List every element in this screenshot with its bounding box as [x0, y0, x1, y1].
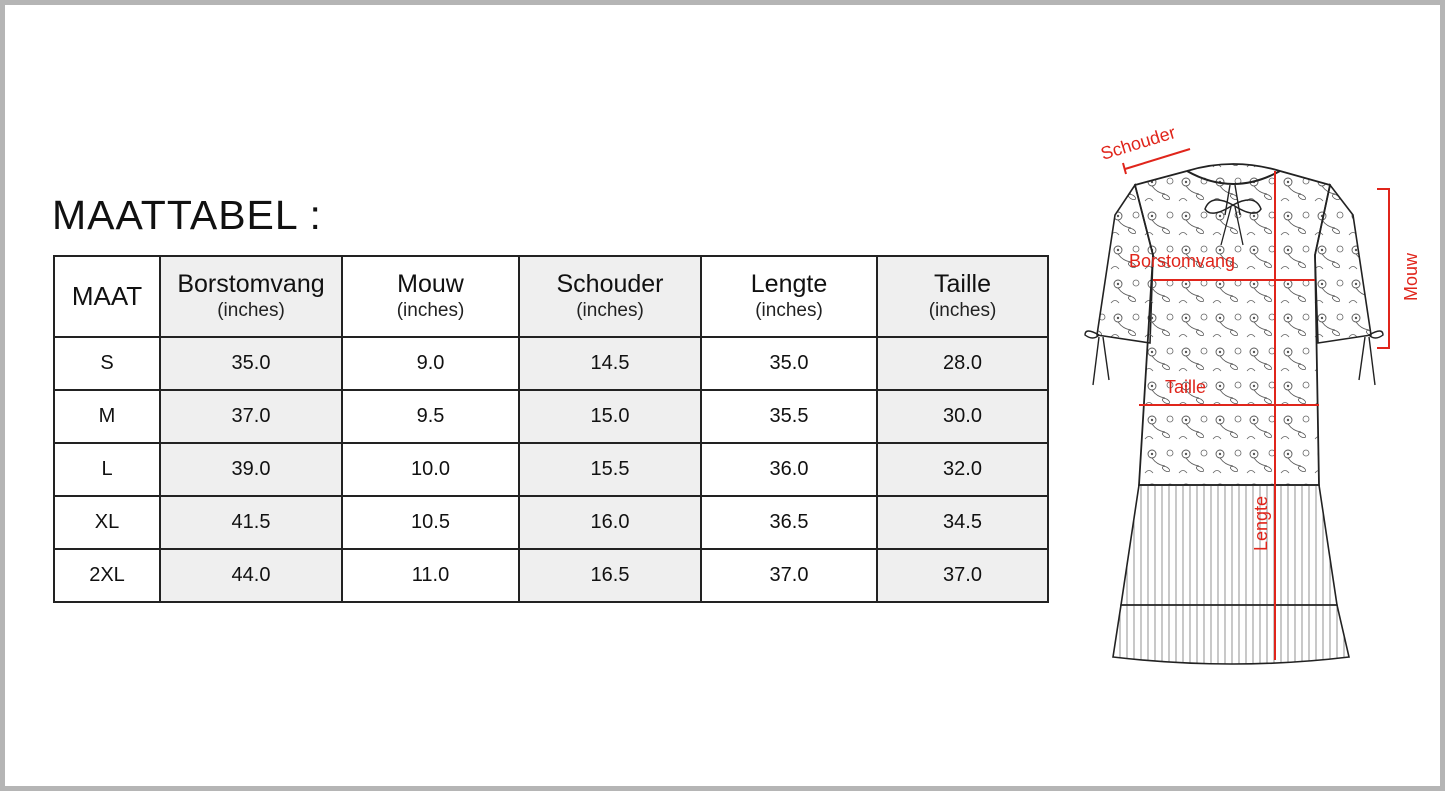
size-table	[53, 255, 1049, 603]
dress-bodice	[1135, 164, 1330, 485]
chest-cell: 44.0	[160, 549, 342, 602]
column-unit: (inches)	[576, 299, 644, 321]
waist-cell: 30.0	[877, 390, 1048, 443]
waist-cell: 37.0	[877, 549, 1048, 602]
table-row	[54, 549, 1048, 602]
shoulder-cell: 15.5	[519, 443, 701, 496]
chest-cell: 41.5	[160, 496, 342, 549]
shoulder-cell: 15.0	[519, 390, 701, 443]
column-name: Lengte	[750, 269, 828, 298]
column-header-waist	[877, 256, 1048, 337]
waist-cell: 32.0	[877, 443, 1048, 496]
sleeve-cell: 10.0	[342, 443, 519, 496]
header-row	[54, 256, 1048, 337]
length-cell: 37.0	[701, 549, 877, 602]
dress-sketch-icon	[1075, 105, 1435, 675]
table-row	[54, 443, 1048, 496]
column-header-chest	[160, 256, 342, 337]
shoulder-label: Schouder	[1098, 122, 1178, 164]
sleeve-cell: 9.5	[342, 390, 519, 443]
length-cell: 36.5	[701, 496, 877, 549]
sleeve-cell: 9.0	[342, 337, 519, 390]
size-cell: M	[54, 390, 160, 443]
shoulder-cell: 16.0	[519, 496, 701, 549]
chest-cell: 37.0	[160, 390, 342, 443]
page-title: MAATTABEL :	[52, 192, 322, 238]
column-unit: (inches)	[396, 299, 465, 321]
length-cell: 35.5	[701, 390, 877, 443]
sleeve-label: Mouw	[1401, 252, 1421, 301]
column-header-sleeve	[342, 256, 519, 337]
length-label: Lengte	[1251, 495, 1271, 551]
chest-cell: 35.0	[160, 337, 342, 390]
waist-label: Taille	[1165, 377, 1207, 397]
size-cell: 2XL	[54, 549, 160, 602]
shoulder-cell: 16.5	[519, 549, 701, 602]
size-column-header: MAAT	[54, 256, 160, 337]
chest-cell: 39.0	[160, 443, 342, 496]
waist-cell: 34.5	[877, 496, 1048, 549]
size-cell: L	[54, 443, 160, 496]
chest-label: Borstomvang	[1129, 251, 1236, 271]
column-unit: (inches)	[928, 299, 997, 321]
table-row	[54, 496, 1048, 549]
length-cell: 35.0	[701, 337, 877, 390]
sleeve-cell: 10.5	[342, 496, 519, 549]
length-cell: 36.0	[701, 443, 877, 496]
column-name: Borstomvang	[177, 269, 325, 298]
size-cell: S	[54, 337, 160, 390]
sleeve-measure-line	[1377, 189, 1389, 348]
skirt-lower	[1113, 605, 1349, 664]
column-unit: (inches)	[217, 299, 285, 321]
column-unit: (inches)	[755, 299, 823, 321]
size-cell: XL	[54, 496, 160, 549]
column-name: Mouw	[397, 269, 464, 298]
table-row	[54, 390, 1048, 443]
table-row	[54, 337, 1048, 390]
shoulder-cell: 14.5	[519, 337, 701, 390]
waist-cell: 28.0	[877, 337, 1048, 390]
column-header-shoulder	[519, 256, 701, 337]
column-name: Schouder	[556, 269, 664, 298]
column-header-length	[701, 256, 877, 337]
skirt-upper	[1121, 485, 1337, 605]
sleeve-cell: 11.0	[342, 549, 519, 602]
column-name: Taille	[934, 269, 991, 298]
